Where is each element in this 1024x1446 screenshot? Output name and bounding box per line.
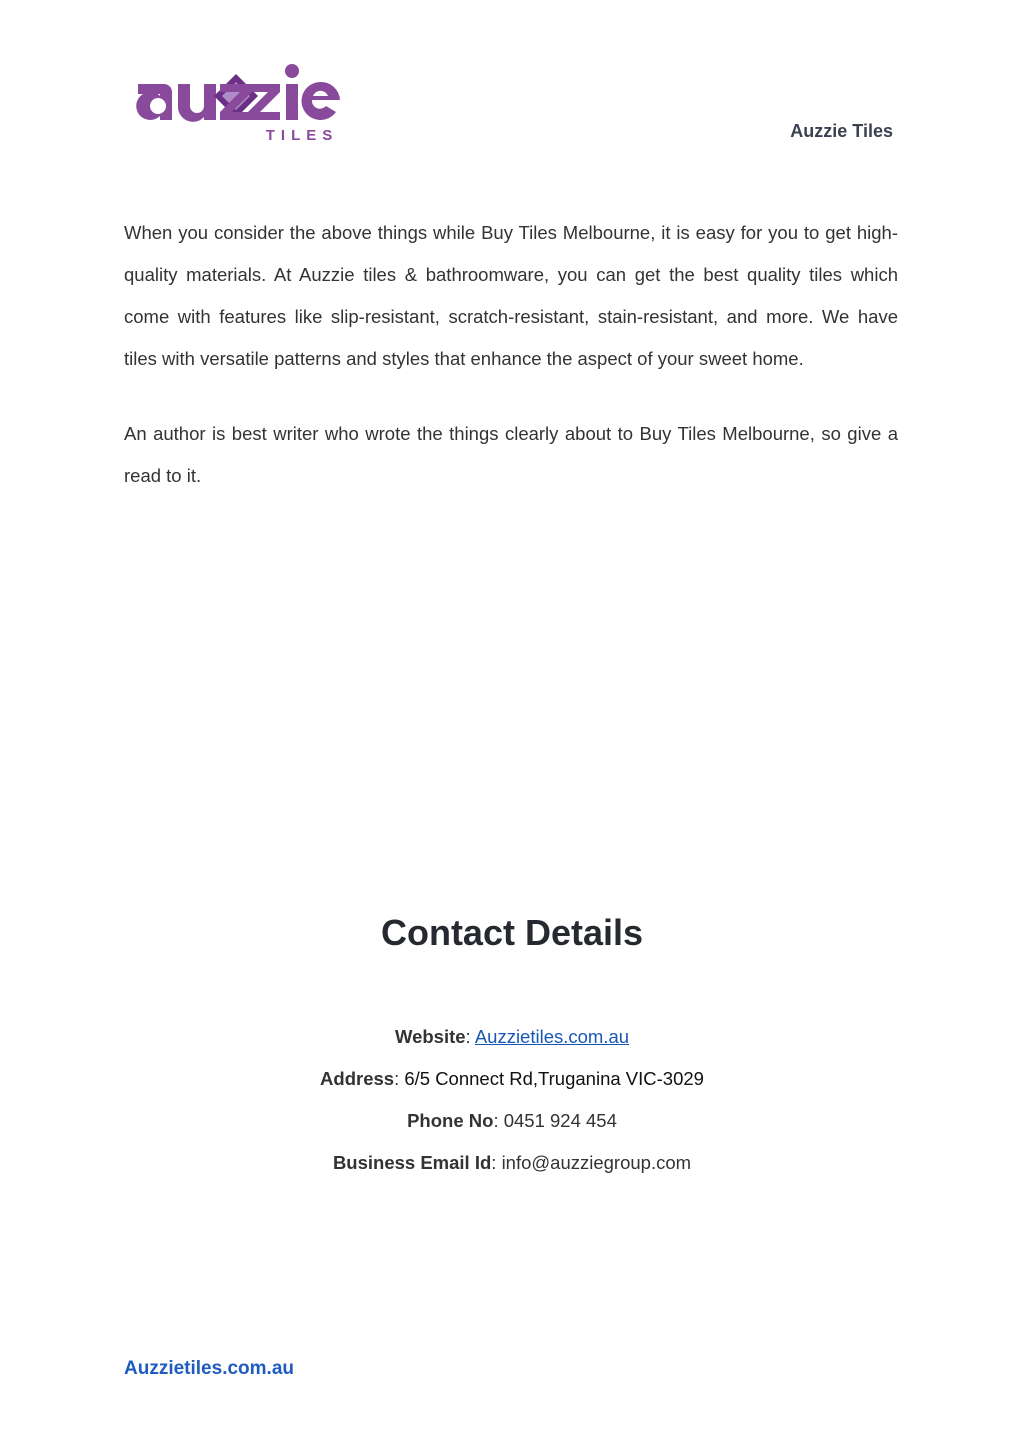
email-value: info@auzziegroup.com — [501, 1152, 692, 1173]
address-value: 6/5 Connect Rd,Truganina VIC-3029 — [404, 1068, 704, 1089]
website-label: Website — [394, 1026, 466, 1047]
phone-separator: : — [493, 1110, 504, 1131]
website-separator: : — [465, 1026, 475, 1047]
paragraph-2: An author is best writer who wrote the things clearly about to Buy Tiles Melbourne, so give a read to it. — [124, 423, 898, 486]
header-title: Auzzie Tiles — [790, 121, 893, 141]
footer-website[interactable]: Auzzietiles.com.au — [124, 1358, 294, 1379]
contact-details — [0, 1016, 1024, 1184]
phone-value: 0451 924 454 — [503, 1110, 617, 1131]
logo-subtext: TILES — [265, 127, 339, 144]
paragraph-1: When you consider the above things while Buy Tiles Melbourne, it is easy for you to get high-quality materials. At Auzzie tiles & bathroomware, you can get the best quality tiles which come with features like slip-resistant, scratch-resistant, stain-resistant, and more. We have tiles with versatile patterns and styles that enhance the aspect of your sweet home. — [124, 222, 898, 369]
email-label: Business Email Id — [332, 1152, 492, 1173]
website-line — [0, 1016, 1024, 1058]
website-link[interactable]: Auzzietiles.com.au — [474, 1026, 630, 1047]
address-line — [0, 1058, 1024, 1100]
contact-details-heading: Contact Details — [380, 912, 644, 953]
email-line — [0, 1142, 1024, 1184]
phone-label: Phone No — [407, 1110, 494, 1131]
phone-line — [0, 1100, 1024, 1142]
address-separator: : — [394, 1068, 405, 1089]
body-content — [124, 212, 898, 530]
auzzie-tiles-logo — [124, 60, 360, 146]
address-label: Address — [320, 1068, 395, 1089]
email-separator: : — [491, 1152, 502, 1173]
